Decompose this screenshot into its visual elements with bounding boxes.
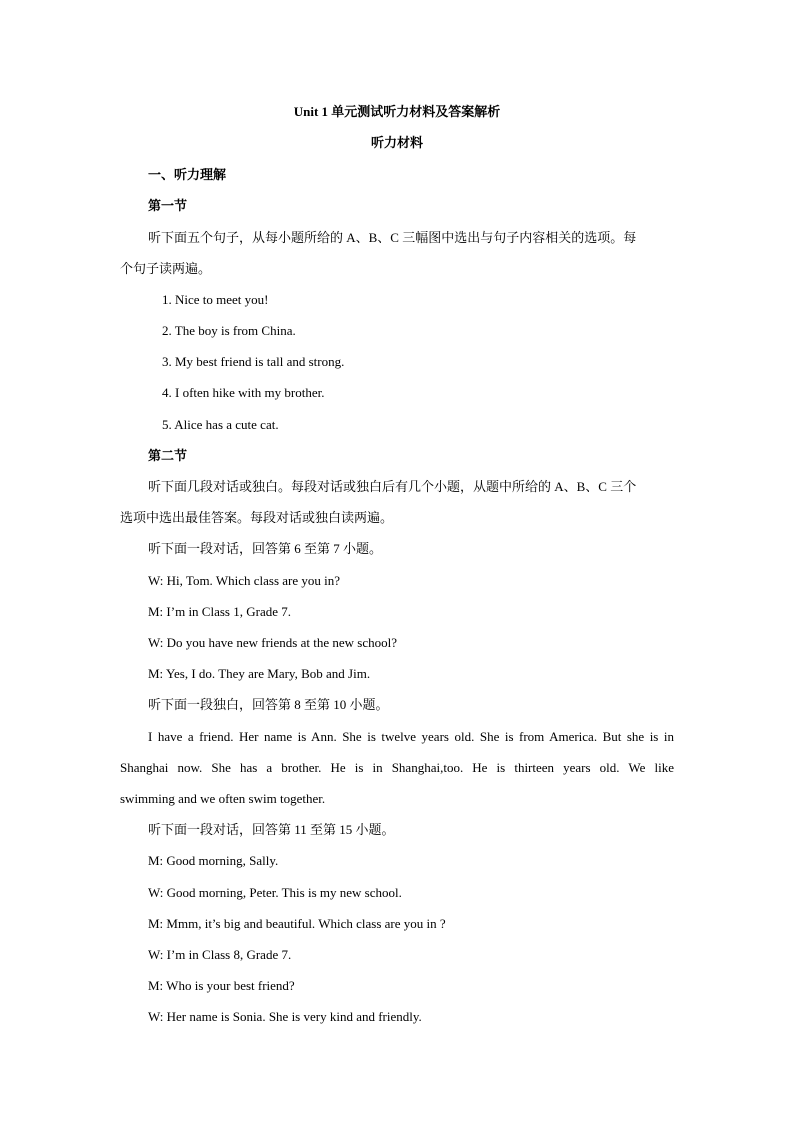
section1-item-5: 5. Alice has a cute cat. [162, 417, 279, 432]
section2-instruction-line1: 听下面几段对话或独白。每段对话或独白后有几个小题，从题中所给的 A、B、C 三个 [148, 479, 637, 494]
dialog2-intro: 听下面一段对话，回答第 11 至第 15 小题。 [148, 822, 395, 837]
section1-instruction-line1: 听下面五个句子，从每小题所给的 A、B、C 三幅图中选出与句子内容相关的选项。每 [148, 230, 637, 245]
dialog1-line-4: M: Yes, I do. They are Mary, Bob and Jim. [148, 666, 371, 681]
section2-instruction-line2: 选项中选出最佳答案。每段对话或独白读两遍。 [120, 510, 394, 525]
dialog2-line-3: M: Mmm, it’s big and beautiful. Which class are you in ? [148, 916, 446, 931]
dialog2-line-6: W: Her name is Sonia. She is very kind and friendly. [148, 1009, 422, 1024]
section1-item-1: 1. Nice to meet you! [162, 292, 269, 307]
section1-item-2: 2. The boy is from China. [162, 323, 296, 338]
dialog1-line-3: W: Do you have new friends at the new school? [148, 635, 397, 650]
monologue-line-1: I have a friend. Her name is Ann. She is twelve years old. She is from America. But she is in [148, 729, 674, 744]
section1-instruction-line2: 个句子读两遍。 [120, 261, 212, 276]
dialog2-line-5: M: Who is your best friend? [148, 978, 295, 993]
monologue-intro: 听下面一段独白，回答第 8 至第 10 小题。 [148, 697, 389, 712]
part1-heading: 一、听力理解 [148, 167, 227, 182]
section2-heading: 第二节 [148, 448, 188, 463]
dialog2-line-1: M: Good morning, Sally. [148, 853, 279, 868]
dialog2-line-2: W: Good morning, Peter. This is my new school. [148, 885, 402, 900]
dialog1-intro: 听下面一段对话，回答第 6 至第 7 小题。 [148, 541, 383, 556]
section1-item-3: 3. My best friend is tall and strong. [162, 354, 345, 369]
dialog1-line-1: W: Hi, Tom. Which class are you in? [148, 573, 340, 588]
dialog2-line-4: W: I’m in Class 8, Grade 7. [148, 947, 292, 962]
section1-item-4: 4. I often hike with my brother. [162, 385, 325, 400]
document-title: Unit 1 单元测试听力材料及答案解析 [293, 104, 501, 119]
section1-heading: 第一节 [148, 198, 188, 213]
dialog1-line-2: M: I’m in Class 1, Grade 7. [148, 604, 291, 619]
document-subtitle: 听力材料 [370, 135, 423, 150]
monologue-line-3: swimming and we often swim together. [120, 791, 326, 806]
monologue-line-2: Shanghai now. She has a brother. He is in Shanghai,too. He is thirteen years old. We like [120, 760, 674, 775]
